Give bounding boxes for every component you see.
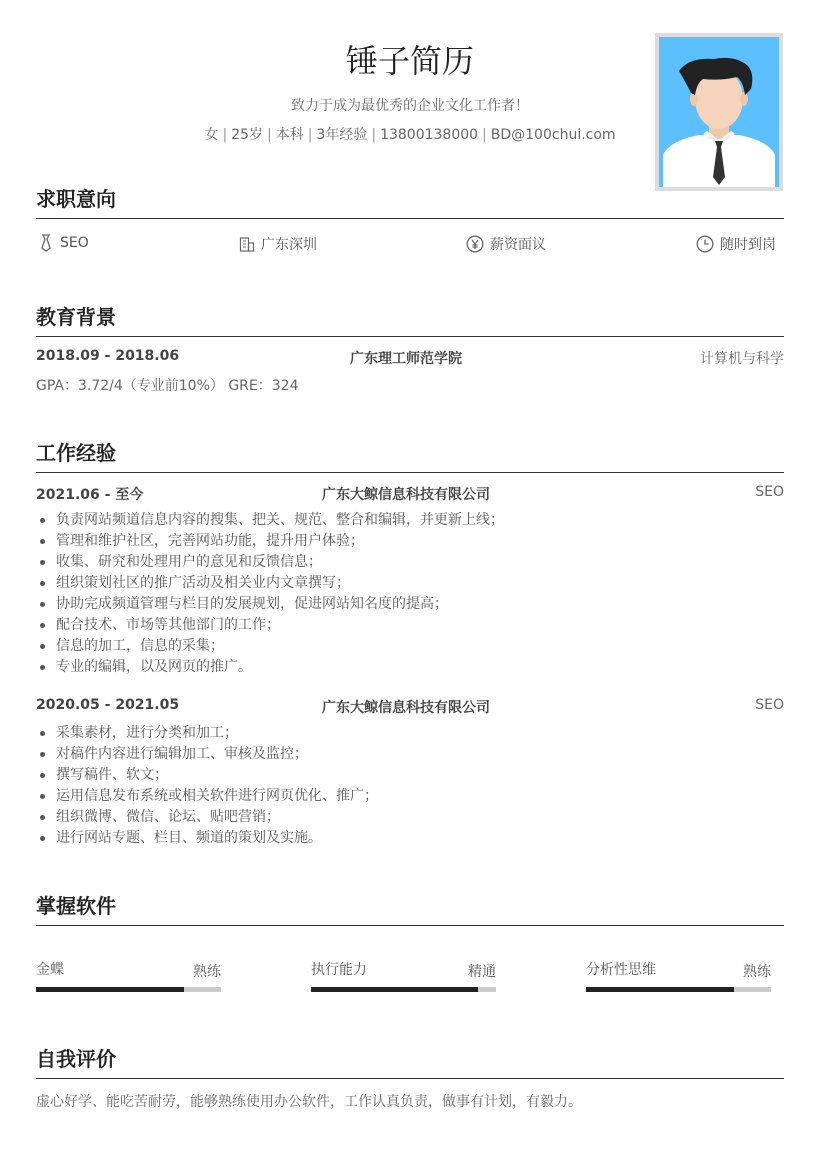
list-item: 组织策划社区的推广活动及相关业内文章撰写； <box>36 573 784 594</box>
avatar <box>655 33 783 191</box>
skill-name: 分析性思维 <box>586 962 656 978</box>
education-period: 2018.09 - 2018.06 <box>36 348 180 364</box>
skill-level: 精通 <box>468 964 496 980</box>
intent-availability <box>696 234 776 254</box>
skill-level: 熟练 <box>193 964 221 980</box>
intent-availability-text: 随时到岗 <box>720 237 776 253</box>
skill-bar-fill <box>36 987 184 992</box>
skill-name: 金蝶 <box>36 962 64 978</box>
list-item: 运用信息发布系统或相关软件进行网页优化、推广； <box>36 786 784 807</box>
list-item: 管理和维护社区，完善网站功能，提升用户体验； <box>36 531 784 552</box>
clock-icon <box>696 235 714 253</box>
building-icon <box>239 236 255 252</box>
list-item: 协助完成频道管理与栏目的发展规划，促进网站知名度的提高； <box>36 594 784 615</box>
work-role: SEO <box>755 484 784 500</box>
resume-name: 锤子简历 <box>345 42 474 80</box>
work-period: 2021.06 - 至今 <box>36 487 144 503</box>
work-duties-list <box>36 510 784 678</box>
list-item: 对稿件内容进行编辑加工、审核及监控； <box>36 744 784 765</box>
intent-location-text: 广东深圳 <box>261 237 317 253</box>
email: BD@100chui.com <box>490 127 616 143</box>
skill-bar-fill <box>311 987 478 992</box>
degree: 本科 <box>275 127 304 143</box>
list-item: 信息的加工，信息的采集； <box>36 636 784 657</box>
divider: | <box>266 127 272 143</box>
work-duties-list <box>36 723 784 849</box>
divider: | <box>222 127 228 143</box>
list-item: 采集素材，进行分类和加工； <box>36 723 784 744</box>
self-evaluation-text: 虚心好学、能吃苦耐劳，能够熟练使用办公软件，工作认真负责，做事有计划，有毅力。 <box>36 1094 582 1110</box>
work-company: 广东大鲸信息科技有限公司 <box>322 700 490 716</box>
divider: | <box>307 127 313 143</box>
section-title-work: 工作经验 <box>36 437 784 473</box>
skill-bar <box>36 987 221 992</box>
list-item: 收集、研究和处理用户的意见和反馈信息； <box>36 552 784 573</box>
skill-bar <box>311 987 496 992</box>
intent-position <box>38 234 89 252</box>
education-major: 计算机与科学 <box>700 351 784 367</box>
skill-level: 熟练 <box>743 964 771 980</box>
gender: 女 <box>204 127 219 143</box>
resume-motto: 致力于成为最优秀的企业文化工作者！ <box>291 98 529 114</box>
section-title-skills: 掌握软件 <box>36 890 784 926</box>
intent-location <box>239 234 317 254</box>
intent-position-text: SEO <box>60 235 89 251</box>
tie-icon <box>38 234 54 252</box>
skill-bar-fill <box>586 987 734 992</box>
work-role: SEO <box>755 697 784 713</box>
work-period: 2020.05 - 2021.05 <box>36 697 180 713</box>
list-item: 负责网站频道信息内容的搜集、把关、规范、整合和编辑，并更新上线； <box>36 510 784 531</box>
list-item: 撰写稿件、软文； <box>36 765 784 786</box>
list-item: 进行网站专题、栏目、频道的策划及实施。 <box>36 828 784 849</box>
skill-bar <box>586 987 771 992</box>
list-item: 组织微博、微信、论坛、贴吧营销； <box>36 807 784 828</box>
list-item: 专业的编辑，以及网页的推广。 <box>36 657 784 678</box>
intent-salary-text: 薪资面议 <box>490 237 546 253</box>
education-school: 广东理工师范学院 <box>350 351 462 367</box>
age: 25岁 <box>231 127 263 143</box>
list-item: 配合技术、市场等其他部门的工作； <box>36 615 784 636</box>
section-title-self-evaluation: 自我评价 <box>36 1043 784 1079</box>
yen-icon <box>466 235 484 253</box>
experience: 3年经验 <box>316 127 368 143</box>
divider: | <box>482 127 487 143</box>
intent-salary <box>466 234 546 254</box>
skill-name: 执行能力 <box>311 962 367 978</box>
education-detail: GPA：3.72/4（专业前10%） GRE：324 <box>36 378 299 394</box>
divider: | <box>371 127 377 143</box>
section-title-intent: 求职意向 <box>36 183 784 219</box>
resume-header <box>0 0 820 180</box>
section-title-education: 教育背景 <box>36 301 784 337</box>
work-company: 广东大鲸信息科技有限公司 <box>322 487 490 503</box>
phone: 13800138000 <box>380 127 479 143</box>
